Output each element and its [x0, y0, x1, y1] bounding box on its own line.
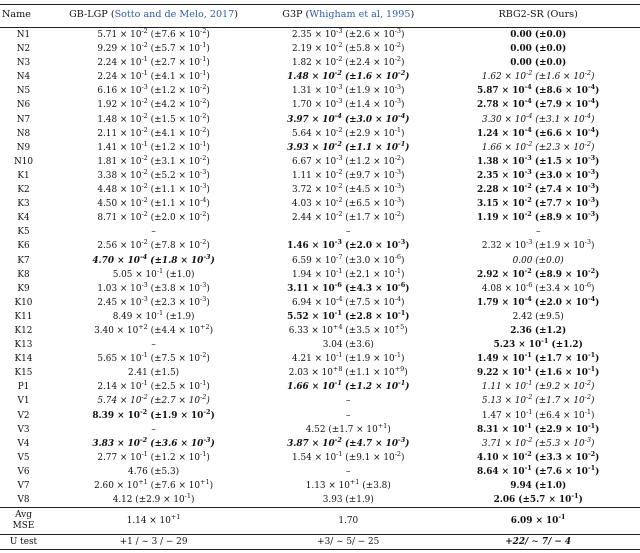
- g3p-value: $6.94 \times 10^{-4}$ $(\pm 7.5 \times 10^{-4})$: [292, 294, 405, 308]
- table-row: [0, 310, 640, 324]
- gb-lgp-value: –: [151, 227, 156, 238]
- gb-lgp-value: $6.16 \times 10^{-3}$ $(\pm 1.2 \times 10^{-2})$: [97, 83, 210, 97]
- header-rbg2-sr-text: RBG2-SR (Ours): [498, 9, 578, 20]
- rbg2-sr-value: –: [535, 227, 541, 238]
- dataset-name: N7: [16, 114, 31, 125]
- rbg2-sr-value: $1.79 \times 10^{-4}$ $(\pm 2.0 \times 10^{-4})$: [476, 294, 600, 308]
- u-test-gb-lgp-text: +1 / ∼ 3 / − 29: [119, 537, 188, 548]
- dataset-name: K2: [17, 185, 30, 196]
- rbg2-sr-value: 0.00 (±0.0): [510, 58, 567, 69]
- rbg2-sr-value: $8.31 \times 10^{-1}$ $(\pm 2.9 \times 10^{-1})$: [476, 421, 600, 435]
- gb-lgp-value: 2.41 (±1.5): [128, 368, 180, 379]
- table-row: [0, 183, 640, 197]
- table-row: [0, 254, 640, 268]
- dataset-name: K13: [14, 340, 33, 351]
- avg-label: Avg: [15, 510, 32, 521]
- dataset-name: K9: [17, 283, 30, 294]
- g3p-value: $3.93 \times 10^{-2}$ $(\pm 1.1 \times 10^{-1})$: [287, 139, 410, 153]
- g3p-value: $2.03 \times 10^{+8}$ $(\pm 1.1 \times 10^{+9})$: [288, 365, 408, 379]
- rbg2-sr-value: $2.28 \times 10^{-2}$ $(\pm 7.4 \times 10^{-3})$: [476, 182, 600, 196]
- rbg2-sr-value: $4.08 \times 10^{-6}$ $(\pm 3.4 \times 10^{-6})$: [481, 280, 595, 294]
- dataset-name: N8: [16, 128, 31, 139]
- dataset-name: N3: [16, 58, 31, 69]
- g3p-value: $3.97 \times 10^{-4}$ $(\pm 3.0 \times 10^{-4})$: [287, 111, 410, 125]
- gb-lgp-value: $2.60 \times 10^{+1}$ $(\pm 7.6 \times 10^{+1})$: [94, 478, 214, 491]
- dataset-name: K12: [14, 325, 33, 336]
- gb-lgp-value: $2.56 \times 10^{-2}$ $(\pm 7.8 \times 10^{-2})$: [97, 238, 210, 252]
- u-test-rbg2-sr: [436, 535, 640, 550]
- header-gb-lgp: [47, 5, 260, 28]
- dataset-name: N10: [13, 156, 34, 167]
- gb-lgp-value: $2.24 \times 10^{-1}$ $(\pm 2.7 \times 10^{-1})$: [97, 55, 210, 69]
- gb-lgp-value: $2.24 \times 10^{-1}$ $(\pm 4.1 \times 10^{-1})$: [97, 69, 210, 83]
- g3p-value: $6.67 \times 10^{-3}$ $(\pm 1.2 \times 10^{-2})$: [292, 153, 405, 167]
- table-body: [0, 28, 640, 508]
- dataset-name: N9: [16, 142, 31, 153]
- rbg2-sr-value: $5.13 \times 10^{-2}$ $(\pm 1.7 \times 10^{-2})$: [481, 393, 595, 407]
- g3p-value: $6.33 \times 10^{+4}$ $(\pm 3.5 \times 10^{+5})$: [288, 322, 408, 336]
- table-row: [0, 98, 640, 112]
- rbg2-sr-value: $3.30 \times 10^{-4}$ $(\pm 3.1 \times 10^{-4})$: [481, 111, 595, 125]
- dataset-name: V5: [17, 452, 30, 463]
- header-g3p: [260, 5, 436, 28]
- g3p-value: $3.87 \times 10^{-2}$ $(\pm 4.7 \times 10^{-3})$: [287, 435, 410, 449]
- rbg2-sr-value: $4.10 \times 10^{-2}$ $(\pm 3.3 \times 10^{-2})$: [476, 449, 600, 463]
- rbg2-sr-value: $5.87 \times 10^{-4}$ $(\pm 8.6 \times 10^{-4})$: [476, 83, 600, 97]
- gb-lgp-value: $4.50 \times 10^{-2}$ $(\pm 1.1 \times 10^{-4})$: [97, 196, 210, 210]
- g3p-value: $2.19 \times 10^{-2}$ $(\pm 5.8 \times 10^{-2})$: [292, 41, 405, 55]
- dataset-name: K4: [17, 213, 30, 224]
- g3p-value: 4.52 $(\pm 1.7 \times 10^{+1})$: [305, 421, 391, 435]
- table-row: [0, 451, 640, 465]
- table-row: [0, 141, 640, 155]
- g3p-value: 3.04 (±3.6): [322, 340, 374, 351]
- table-row: [0, 437, 640, 451]
- g3p-value: $1.94 \times 10^{-1}$ $(\pm 2.1 \times 10^{-1})$: [292, 266, 405, 280]
- gb-lgp-value: –: [151, 424, 156, 435]
- dataset-name: V3: [17, 424, 30, 435]
- g3p-value: –: [346, 396, 351, 407]
- gb-lgp-value: $2.77 \times 10^{-1}$ $(\pm 1.2 \times 10^{-1})$: [97, 449, 210, 463]
- header-row: [0, 5, 640, 28]
- table-row: [0, 42, 640, 56]
- gb-lgp-value: $5.74 \times 10^{-2}$ $(\pm 2.7 \times 10^{-2})$: [97, 393, 210, 407]
- rbg2-sr-value: $2.32 \times 10^{-3}$ $(\pm 1.9 \times 10^{-3})$: [481, 238, 595, 252]
- avg-mse-label: [0, 508, 47, 535]
- table-row: [0, 225, 640, 239]
- g3p-value: $3.72 \times 10^{-2}$ $(\pm 4.5 \times 10^{-3})$: [292, 182, 405, 196]
- avg-mse-rbg2-sr: $6.09 \times 10^{-1}$: [510, 512, 566, 526]
- dataset-name: K3: [17, 199, 30, 210]
- rbg2-sr-value: 0.00 (±0.0): [512, 255, 564, 266]
- table-row: [0, 197, 640, 211]
- dataset-name: N1: [16, 30, 31, 40]
- citation-link-whigham[interactable]: Whigham et al, 1995: [309, 9, 411, 20]
- rbg2-sr-value: $1.49 \times 10^{-1}$ $(\pm 1.7 \times 10^{-1})$: [476, 351, 600, 365]
- g3p-value: $5.52 \times 10^{-1}$ $(\pm 2.8 \times 10^{-1})$: [287, 308, 410, 322]
- rbg2-sr-value: $8.64 \times 10^{-1}$ $(\pm 7.6 \times 10^{-1})$: [476, 463, 600, 477]
- rbg2-sr-value: $5.23 \times 10^{-1}$ (±1.2): [493, 337, 583, 351]
- g3p-value: $1.54 \times 10^{-1}$ $(\pm 9.1 \times 10^{-2})$: [292, 449, 405, 463]
- g3p-value: $1.82 \times 10^{-2}$ $(\pm 2.4 \times 10^{-2})$: [292, 55, 405, 69]
- gb-lgp-value: 4.76 (±5.3): [128, 466, 180, 477]
- header-name: [0, 5, 47, 28]
- table-row: [0, 28, 640, 43]
- g3p-value: $2.35 \times 10^{-3}$ $(\pm 2.6 \times 10^{-3})$: [292, 27, 405, 40]
- rbg2-sr-value: $1.38 \times 10^{-3}$ $(\pm 1.5 \times 10^{-3})$: [476, 153, 600, 167]
- avg-mse-row: [0, 508, 640, 535]
- rbg2-sr-value: $2.92 \times 10^{-2}$ $(\pm 8.9 \times 10^{-2})$: [476, 266, 600, 280]
- gb-lgp-value: $3.38 \times 10^{-2}$ $(\pm 5.2 \times 10^{-3})$: [97, 167, 210, 181]
- gb-lgp-value: $1.92 \times 10^{-2}$ $(\pm 4.2 \times 10^{-2})$: [97, 97, 210, 111]
- gb-lgp-value: $5.71 \times 10^{-2}$ $(\pm 7.6 \times 10^{-2})$: [97, 27, 210, 40]
- mse-label: MSE: [12, 521, 35, 532]
- g3p-value: $1.70 \times 10^{-3}$ $(\pm 1.4 \times 10^{-3})$: [292, 97, 405, 111]
- g3p-value: –: [346, 466, 351, 477]
- gb-lgp-value: $1.81 \times 10^{-2}$ $(\pm 3.1 \times 10^{-2})$: [97, 153, 210, 167]
- table-row: [0, 169, 640, 183]
- dataset-name: K5: [17, 227, 30, 238]
- table-row: [0, 409, 640, 423]
- dataset-name: K11: [14, 311, 33, 322]
- gb-lgp-value: $4.70 \times 10^{-4}$ $(\pm 1.8 \times 10^{-3})$: [92, 252, 215, 266]
- dataset-name: V4: [17, 438, 30, 449]
- u-test-g3p-text: +3/ ∼ 5/ − 25: [317, 537, 380, 548]
- u-test-label: [0, 535, 47, 550]
- dataset-name: V1: [17, 396, 30, 407]
- g3p-value: –: [346, 410, 351, 421]
- rbg2-sr-value: $9.22 \times 10^{-1}$ $(\pm 1.6 \times 10^{-1})$: [476, 365, 600, 379]
- dataset-name: K6: [17, 241, 30, 252]
- gb-lgp-value: $1.03 \times 10^{-3}$ $(\pm 3.8 \times 10^{-3})$: [97, 280, 210, 294]
- dataset-name: K14: [14, 354, 33, 365]
- gb-lgp-value: $1.41 \times 10^{-1}$ $(\pm 1.2 \times 10^{-1})$: [97, 139, 210, 153]
- rbg2-sr-value: $1.47 \times 10^{-1}$ $(\pm 6.4 \times 10^{-1})$: [481, 407, 595, 421]
- table-row: [0, 296, 640, 310]
- gb-lgp-value: $3.83 \times 10^{-2}$ $(\pm 3.6 \times 10^{-3})$: [92, 435, 215, 449]
- g3p-value: $1.13 \times 10^{+1}$ (±3.8): [305, 478, 391, 491]
- dataset-name: V2: [17, 410, 30, 421]
- avg-mse-g3p: 1.70: [338, 515, 359, 526]
- table-row: [0, 282, 640, 296]
- table-row: [0, 155, 640, 169]
- rbg2-sr-value: $1.62 \times 10^{-2}$ $(\pm 1.6 \times 10^{-2})$: [481, 69, 595, 83]
- dataset-name: K15: [14, 368, 33, 379]
- table-row: [0, 380, 640, 394]
- citation-link-sotto[interactable]: Sotto and de Melo, 2017: [114, 9, 235, 20]
- g3p-value: 3.93 (±1.9): [322, 495, 374, 506]
- gb-lgp-value: $5.05 \times 10^{-1}$ (±1.0): [112, 266, 195, 280]
- g3p-value: $6.59 \times 10^{-7}$ $(\pm 3.0 \times 10^{-6})$: [292, 252, 405, 266]
- table-row: [0, 493, 640, 508]
- table-row: [0, 127, 640, 141]
- u-test-row: [0, 535, 640, 550]
- u-test-gb-lgp: [47, 535, 260, 550]
- gb-lgp-value: $2.45 \times 10^{-3}$ $(\pm 2.3 \times 10^{-3})$: [97, 294, 210, 308]
- g3p-value: –: [346, 227, 351, 238]
- rbg2-sr-value: $1.11 \times 10^{-1}$ $(\pm 9.2 \times 10^{-2})$: [481, 379, 595, 393]
- table-row: [0, 479, 640, 493]
- results-table: [0, 4, 640, 550]
- g3p-value: $1.66 \times 10^{-1}$ $(\pm 1.2 \times 10^{-1})$: [287, 379, 410, 393]
- table-row: [0, 352, 640, 366]
- gb-lgp-value: $2.14 \times 10^{-1}$ $(\pm 2.5 \times 10^{-1})$: [97, 379, 210, 393]
- dataset-name: V6: [17, 466, 30, 477]
- u-test-label-text: U test: [9, 537, 38, 548]
- g3p-value: $4.03 \times 10^{-2}$ $(\pm 6.5 \times 10^{-3})$: [292, 196, 405, 210]
- dataset-name: P1: [17, 382, 30, 393]
- header-gb-lgp-label: GB-LGP (: [69, 9, 115, 20]
- header-g3p-label: G3P (: [282, 9, 310, 20]
- dataset-name: K10: [14, 297, 33, 308]
- table-row: [0, 84, 640, 98]
- gb-lgp-value: $8.39 \times 10^{-2}$ $(\pm 1.9 \times 10^{-2})$: [92, 407, 215, 421]
- g3p-value: $1.11 \times 10^{-2}$ $(\pm 9.7 \times 10^{-3})$: [292, 167, 405, 181]
- g3p-value: $1.48 \times 10^{-2}$ $(\pm 1.6 \times 10^{-2})$: [287, 69, 410, 83]
- g3p-value: $1.31 \times 10^{-3}$ $(\pm 1.9 \times 10^{-3})$: [292, 83, 405, 97]
- table-row: [0, 338, 640, 352]
- g3p-value: $3.11 \times 10^{-6}$ $(\pm 4.3 \times 10^{-6})$: [287, 280, 410, 294]
- table-row: [0, 211, 640, 225]
- rbg2-sr-value: 0.00 (±0.0): [510, 44, 567, 55]
- table-row: [0, 56, 640, 70]
- table-row: [0, 423, 640, 437]
- dataset-name: V7: [17, 481, 30, 491]
- dataset-name: N6: [16, 100, 31, 111]
- gb-lgp-value: $8.49 \times 10^{-1}$ (±1.9): [112, 308, 195, 322]
- rbg2-sr-value: 0.00 (±0.0): [510, 30, 567, 40]
- gb-lgp-value: $8.71 \times 10^{-2}$ $(\pm 2.0 \times 10^{-2})$: [97, 210, 210, 224]
- rbg2-sr-value: $2.35 \times 10^{-3}$ $(\pm 3.0 \times 10^{-3})$: [476, 167, 600, 181]
- rbg2-sr-value: 2.36 (±1.2): [510, 325, 567, 336]
- g3p-value: $4.21 \times 10^{-1}$ $(\pm 1.9 \times 10^{-1})$: [292, 351, 405, 365]
- rbg2-sr-value: $1.24 \times 10^{-4}$ $(\pm 6.6 \times 10^{-4})$: [476, 125, 600, 139]
- gb-lgp-value: $3.40 \times 10^{+2}$ $(\pm 4.4 \times 10^{+2})$: [94, 322, 214, 336]
- table-row: [0, 394, 640, 408]
- u-test-g3p: [260, 535, 436, 550]
- table-row: [0, 239, 640, 253]
- rbg2-sr-value: $2.78 \times 10^{-4}$ $(\pm 7.9 \times 10^{-4})$: [476, 97, 600, 111]
- g3p-value: $2.44 \times 10^{-2}$ $(\pm 1.7 \times 10^{-2})$: [292, 210, 405, 224]
- gb-lgp-value: $4.48 \times 10^{-2}$ $(\pm 1.1 \times 10^{-3})$: [97, 182, 210, 196]
- table-row: [0, 465, 640, 479]
- rbg2-sr-value: 9.94 (±1.0): [510, 481, 567, 491]
- dataset-name: N2: [16, 44, 31, 55]
- rbg2-sr-value: $3.15 \times 10^{-2}$ $(\pm 7.7 \times 10^{-3})$: [476, 196, 600, 210]
- gb-lgp-value: $2.11 \times 10^{-2}$ $(\pm 4.1 \times 10^{-2})$: [97, 125, 210, 139]
- gb-lgp-value: $1.48 \times 10^{-2}$ $(\pm 1.5 \times 10^{-2})$: [97, 111, 210, 125]
- gb-lgp-value: $9.29 \times 10^{-2}$ $(\pm 5.7 \times 10^{-1})$: [97, 41, 210, 55]
- dataset-name: V8: [17, 495, 30, 506]
- table-row: [0, 324, 640, 338]
- table-row: [0, 113, 640, 127]
- header-g3p-close: ): [410, 9, 415, 20]
- gb-lgp-value: $5.65 \times 10^{-1}$ $(\pm 7.5 \times 10^{-2})$: [97, 351, 210, 365]
- u-test-rbg2-sr-text: +22/ ∼ 7/ − 4: [505, 537, 572, 548]
- header-name-text: Name: [2, 9, 31, 20]
- header-gb-lgp-close: ): [234, 9, 239, 20]
- dataset-name: N4: [16, 72, 31, 83]
- gb-lgp-value: –: [151, 340, 156, 351]
- dataset-name: N5: [16, 86, 31, 97]
- header-rbg2-sr: [436, 5, 640, 28]
- rbg2-sr-value: 2.42 (±9.5): [512, 311, 564, 322]
- g3p-value: $1.46 \times 10^{-3}$ $(\pm 2.0 \times 10^{-3})$: [287, 238, 410, 252]
- table-row: [0, 70, 640, 84]
- dataset-name: K7: [17, 255, 30, 266]
- rbg2-sr-value: $1.19 \times 10^{-2}$ $(\pm 8.9 \times 10^{-3})$: [476, 210, 600, 224]
- avg-mse-gb-lgp: $1.14 \times 10^{+1}$: [126, 512, 181, 526]
- gb-lgp-value: 4.12 $(\pm 2.9 \times 10^{-1})$: [112, 492, 195, 506]
- rbg2-sr-value: $1.66 \times 10^{-2}$ $(\pm 2.3 \times 10^{-2})$: [481, 139, 595, 153]
- dataset-name: K8: [17, 269, 30, 280]
- dataset-name: K1: [17, 170, 30, 181]
- table-row: [0, 366, 640, 380]
- table-row: [0, 268, 640, 282]
- rbg2-sr-value: $3.71 \times 10^{-2}$ $(\pm 5.3 \times 10^{-3})$: [481, 435, 595, 449]
- rbg2-sr-value: 2.06 $(\pm 5.7 \times 10^{-1})$: [493, 492, 583, 506]
- g3p-value: $5.64 \times 10^{-2}$ $(\pm 2.9 \times 10^{-1})$: [292, 125, 405, 139]
